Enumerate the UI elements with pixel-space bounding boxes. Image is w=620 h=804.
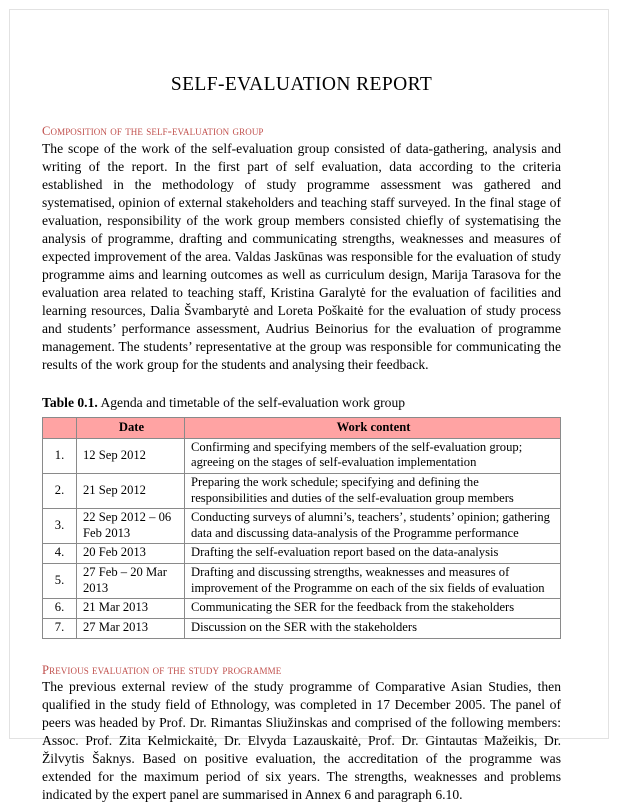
agenda-table-body — [43, 438, 561, 638]
table-row — [43, 474, 561, 509]
table-row — [43, 618, 561, 638]
cell-number: 4. — [43, 544, 77, 564]
cell-work-content: Conducting surveys of alumni’s, teachers’, students’ opinion; gathering data and discussing data-analysis of the Programme performance — [185, 509, 561, 544]
cell-number: 7. — [43, 618, 77, 638]
table-caption-text: Agenda and timetable of the self-evaluation work group — [100, 394, 406, 410]
column-header-date: Date — [77, 418, 185, 439]
paragraph-previous-evaluation: The previous external review of the study programme of Comparative Asian Studies, then qualified in the study field of Ethnology, was completed in 17 December 2005. The panel of peers was headed by Prof. Dr. Rimantas Sliužinskas and comprised of the following members: Assoc. Prof. Zita Kelmickaitė, Dr. Elvyda Lazauskaitė, Prof. Dr. Gintautas Mažeikis, Dr. Žilvytis Šaknys. Based on positive evaluation, the accreditation of the programme was extended for the maximum period of six years. The strengths, weaknesses and problems indicated by the expert panel are summarised in Annex 6 and paragraph 6.10. — [42, 678, 561, 803]
column-header-number — [43, 418, 77, 439]
section-heading-previous-evaluation: Previous evaluation of the study programme — [42, 662, 282, 677]
table-caption-label: Table 0.1. — [42, 394, 98, 410]
cell-work-content: Preparing the work schedule; specifying and defining the responsibilities and duties of the self-evaluation group members — [185, 474, 561, 509]
page-content — [42, 10, 561, 804]
agenda-table — [42, 417, 561, 638]
table-header-row — [43, 418, 561, 439]
cell-work-content: Discussion on the SER with the stakeholders — [185, 618, 561, 638]
cell-work-content: Confirming and specifying members of the self-evaluation group; agreeing on the stages of self-evaluation implementation — [185, 438, 561, 473]
cell-work-content: Communicating the SER for the feedback from the stakeholders — [185, 599, 561, 619]
cell-number: 3. — [43, 509, 77, 544]
table-row — [43, 544, 561, 564]
cell-date: 27 Mar 2013 — [77, 618, 185, 638]
cell-date: 12 Sep 2012 — [77, 438, 185, 473]
cell-number: 6. — [43, 599, 77, 619]
cell-number: 2. — [43, 474, 77, 509]
page-title: SELF-EVALUATION REPORT — [170, 74, 433, 95]
cell-date: 21 Mar 2013 — [77, 599, 185, 619]
cell-work-content: Drafting the self-evaluation report based on the data-analysis — [185, 544, 561, 564]
column-header-work-content: Work content — [185, 418, 561, 439]
table-row — [43, 438, 561, 473]
cell-date: 21 Sep 2012 — [77, 474, 185, 509]
cell-date: 22 Sep 2012 – 06 Feb 2013 — [77, 509, 185, 544]
cell-date: 20 Feb 2013 — [77, 544, 185, 564]
table-row — [43, 599, 561, 619]
table-row — [43, 564, 561, 599]
cell-work-content: Drafting and discussing strengths, weaknesses and measures of improvement of the Programme on each of the six fields of evaluation — [185, 564, 561, 599]
section-heading-composition: Composition of the self-evaluation group — [42, 124, 264, 139]
cell-date: 27 Feb – 20 Mar 2013 — [77, 564, 185, 599]
cell-number: 5. — [43, 564, 77, 599]
table-caption — [42, 394, 561, 412]
cell-number: 1. — [43, 438, 77, 473]
agenda-table-head — [43, 418, 561, 439]
table-row — [43, 509, 561, 544]
document-page — [9, 9, 609, 803]
paragraph-composition: The scope of the work of the self-evaluation group consisted of data-gathering, analysis and writing of the report. In the first part of self evaluation, data according to the criteria established in the methodology of study programme assessment was gathered and systematised, opinion of external stakeholders and teaching staff surveyed. In the final stage of evaluation, responsibility of the work group members consisted chiefly of systematising the analysis of programme, drafting and communicating strengths, weaknesses and measures of expected improvement of the area. Valdas Jaskūnas was responsible for the evaluation of study programme aims and learning outcomes as well as curriculum design, Marija Tarasova for the evaluation area related to teaching staff, Kristina Garalytė for the evaluation of facilities and learning resources, Dalia Švambarytė and Loreta Poškaitė for the evaluation of study process and students’ performance assessment, Audrius Beinorius for the evaluation of programme management. The students’ representative at the group was responsible for communicating the results of the work group for the students and analysing their feedback. — [42, 140, 561, 373]
